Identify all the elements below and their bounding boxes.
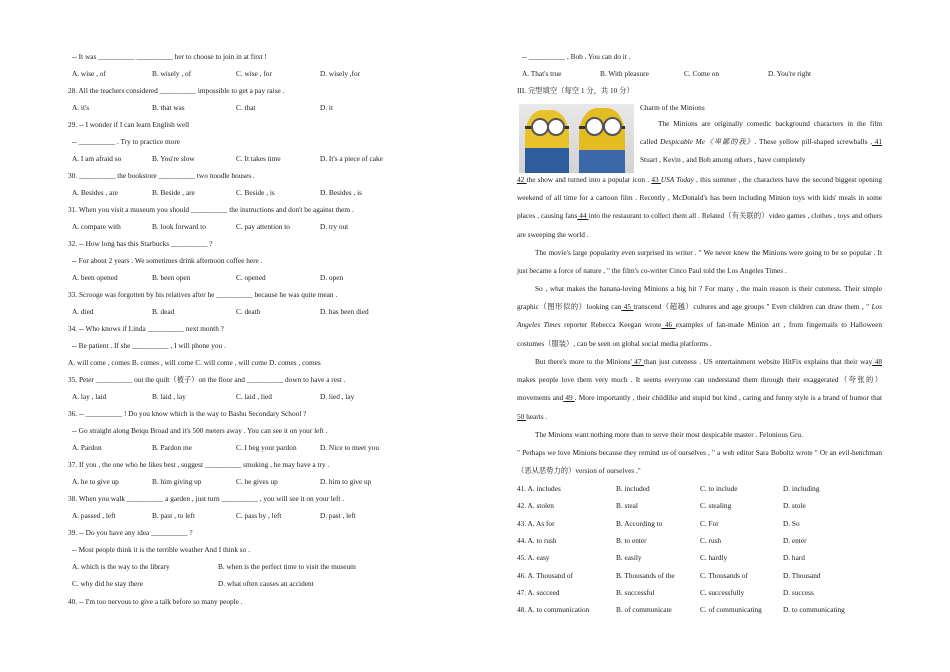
answer-option: A. it's [72, 103, 90, 112]
paragraph-1-top: The Minions are originally comedic background characters in the film called Despicable Me《卑鄙的我》. These yellow pill-shaped screwballs , 41 Stuart , Kevin , and Bob among others , have completely [640, 119, 883, 165]
question-line: 30. __________ the bookstore __________ two noodle houses . [68, 171, 255, 180]
question-line: -- Most people think it is the terrible weather And I think so . [72, 545, 250, 554]
cloze-answer-option: C. rush [700, 535, 722, 545]
question-line: 28. All the teachers considered __________ impossible to get a pay raise . [68, 86, 285, 95]
question-line: 40. -- I'm too nervous to give a talk before so many people . [68, 597, 243, 606]
answer-option: A. compare with [72, 222, 121, 231]
cloze-answer-option: D. including [783, 484, 820, 493]
cloze-answer-option: B. successful [616, 587, 655, 597]
paragraph-3: So , what makes the banana-loving Minions a big hit ? For many , the main reason is their cuteness. Their simple graphic（图形似的）looking can 45 transcend（超越）cultures and age groups " Even children can draw them , " Los Angeles Times reporter Rebecca Keegan wrote 46 examples of fan-made Minion art , from fingernails to Halloween costumes（服装）, can be seen on global social media platforms . [517, 284, 882, 348]
answer-option: D. Besides , is [320, 188, 362, 197]
answer-option: A. wise , of [72, 69, 106, 78]
cloze-answer-option: 48. A. to communication [517, 605, 590, 615]
cloze-answer-option: 45. A. easy [517, 553, 550, 563]
question-line: 33. Scrooge was forgotten by his relatives after he __________ because he was quite mean . [68, 290, 338, 299]
answer-option: A. died [72, 307, 94, 316]
reply-line: -- __________ , Bob . You can do it . [522, 52, 631, 61]
question-line: -- Go straight along Beiqu Broad and it's 500 meters away . You can see it on your left . [72, 426, 328, 435]
blank-48: 48 [872, 357, 882, 366]
answer-option: B. that was [152, 103, 185, 112]
blank-44: 44 [577, 211, 589, 221]
question-line: -- Be patient . If she __________ , I will phone you . [72, 341, 226, 350]
cloze-answer-option: B. steal [616, 501, 638, 511]
reply-option-d: D. You're right [768, 69, 812, 78]
answer-option: B. Beside , are [152, 188, 195, 197]
answer-option: B. been open [152, 273, 191, 282]
answer-option: A. been opened [72, 273, 118, 282]
cloze-answer-option: 44. A. to rush [517, 535, 557, 545]
cloze-answer-option: C. hardly [700, 553, 728, 563]
cloze-answer-option: C. Thousands of [700, 570, 748, 580]
cloze-answer-option: 43. A. As for [517, 518, 555, 528]
cloze-answer-option: B. to enter [616, 535, 647, 545]
cloze-answer-option: D. success [783, 587, 814, 597]
answer-option: B. Pardon me [152, 443, 192, 452]
question-line: 37. If you , the one who he likes best , suggest __________ smoking , he may have a try . [68, 460, 330, 469]
cloze-answer-option: 47. A. succeed [517, 587, 560, 597]
cloze-answer-option: D. to communicating [783, 605, 845, 615]
article-title: Charm of the Minions [640, 103, 705, 112]
blank-42: 42 [517, 175, 527, 184]
cloze-answer-option: D. So [783, 518, 800, 528]
paragraph-2: The movie's large popularity even surprised its writer . " We never knew the Minions were going to be so popular . It just became a force of nature , " the film's co-writer Cinco Paul told the Los Angeles Times . [517, 248, 882, 276]
section-title: III. 完型填空（每空 1 分，共 10 分） [517, 86, 634, 95]
answer-option: D. It's a piece of cake [320, 154, 383, 163]
question-line: 39. -- Do you have any idea __________ ? [68, 528, 193, 537]
cloze-answer-option: C. to include [700, 484, 738, 493]
question-line: -- __________ . Try to practice more [72, 137, 181, 146]
answer-option: C. Beside , is [236, 188, 275, 197]
cloze-answer-option: D. hard [783, 553, 805, 563]
reply-option-c: C. Come on [684, 69, 720, 78]
answer-option: A. I am afraid so [72, 154, 122, 163]
reply-option-a: A. That's true [522, 69, 562, 78]
question-line: 32. -- How long has this Starbucks __________ ? [68, 239, 213, 248]
answer-option: A. Pardon [72, 443, 102, 452]
question-line: 29. -- I wonder if I can learn English well [68, 120, 190, 129]
blank-47: 47 [631, 357, 644, 366]
answer-option: A. lay , laid [72, 392, 107, 401]
question-line: 36. -- __________ ! Do you know which is the way to Bashu Secondary School ? [68, 409, 307, 418]
answer-option: D. try out [320, 222, 349, 231]
answer-option: C. laid , lied [236, 392, 272, 401]
blank-50: 50 [517, 411, 527, 421]
cloze-answer-option: B. Thousands of the [616, 570, 675, 580]
answer-option: B. You're slow [152, 154, 195, 163]
answer-option: B. past , to left [152, 511, 195, 520]
cloze-answer-option: B. of communicate [616, 605, 672, 615]
answer-option: D. Nice to meet you [320, 443, 379, 452]
cloze-answer-option: C. stealing [700, 501, 732, 511]
blank-45: 45 [621, 302, 634, 312]
answer-option: B. wisely , of [152, 69, 192, 78]
cloze-answer-option: B. included [616, 484, 650, 493]
blank-43: 43 [651, 175, 661, 184]
paragraph-6: " Perhaps we love Minions because they remind us of ourselves , " a web editor Sara Boboltz wrote " Or an evil-henchman（恶从恶势力的）version of ourselves ." [517, 448, 882, 476]
cloze-answer-option: C. successfully [700, 587, 745, 597]
question-line: 31. When you visit a museum you should __________ the instructions and don't be against them . [68, 205, 354, 214]
answer-option: A. Besides , are [72, 188, 118, 197]
answer-option: A. which is the way to the library [72, 562, 170, 571]
answer-option: B. laid , lay [152, 392, 186, 401]
answer-option: D. lied , lay [320, 392, 355, 401]
answer-option: C. he gives up [236, 477, 278, 486]
cloze-answer-option: D. Thousand [783, 570, 821, 580]
paragraph-5: The Minions want nothing more than to serve their most despicable master . Felonious Gru. [535, 430, 803, 439]
question-line: -- It was __________ __________ her to choose to join in at first ! [72, 52, 267, 61]
answer-option: A. passed , left [72, 511, 116, 520]
answer-option: B. look forward to [152, 222, 206, 231]
cloze-answer-option: 42. A. stolen [517, 501, 554, 511]
cloze-answer-option: D. enter [783, 535, 807, 545]
reply-option-b: B. With pleasure [600, 69, 649, 78]
answer-option: C. that [236, 103, 256, 112]
answer-option: C. why did he stay there [72, 579, 143, 588]
question-line: 35. Peter __________ out the quilt（被子）on the floor and __________ down to have a rest . [68, 375, 346, 384]
cloze-answer-option: 46. A. Thousand of [517, 570, 574, 580]
blank-46: 46 [661, 320, 676, 330]
answer-option: C. wise , for [236, 69, 272, 78]
answer-option: B. dead [152, 307, 175, 316]
answer-option: C. death [236, 307, 261, 316]
cloze-answer-option: 41. A. includes [517, 484, 561, 493]
answer-option: B. when is the perfect time to visit the museum [218, 562, 356, 571]
answer-option: B. him giving up [152, 477, 202, 486]
question-line: 34. -- Who knows if Linda __________ next month ? [68, 324, 224, 333]
cloze-answer-option: C. of communicating [700, 605, 762, 615]
paragraph-1-bottom: 42 the show and turned into a popular icon . 43 USA Today , this summer , the characters have the second biggest opening weekend of all time for a cartoon film . Recently , McDonald's has been including Minion toys with kids' meals in some places , causing fans 44 into the restaurant to collect them all . Related（有关联的）video games , clothes , toys and others are sweeping the world . [517, 175, 883, 239]
answer-option: D. it [320, 103, 333, 112]
question-line: -- For about 2 years . We sometimes drink afternoon coffee here . [72, 256, 263, 265]
answer-option: D. him to give up [320, 477, 372, 486]
answer-option: D. what often causes an accident [218, 579, 314, 588]
answer-option: C. pay attention to [236, 222, 290, 231]
answer-option: D. has been died [320, 307, 369, 316]
answer-option: D. past , left [320, 511, 356, 520]
cloze-answer-option: B. According to [616, 518, 663, 528]
question-line: 38. When you walk __________ a garden , just turn __________ , you will see it on your left . [68, 494, 345, 503]
answer-option: A. he to give up [72, 477, 119, 486]
cloze-answer-option: C. For [700, 518, 719, 528]
paragraph-4: But there's more to the Minions' 47 than just cuteness . US entertainment website HitFix explains that their way 48 makes people love them very much . It seems everyone can understand them through their exaggerated（夸张的）movements and 49 . More importantly , their childlike and stupid but kind , caring and funny style is a brand of humor that 50 hearts . [517, 357, 882, 421]
answer-option: C. It takes time [236, 154, 281, 163]
cloze-answer-option: B. easily [616, 553, 642, 563]
question-line: A. will come , comes B. comes , will come C. will come , will come D. comes , comes [68, 358, 321, 367]
cloze-answer-option: D. stole [783, 501, 806, 511]
answer-option: D. wisely ,for [320, 69, 361, 78]
answer-option: C. pass by , left [236, 511, 282, 520]
answer-option: D. open [320, 273, 344, 282]
minions-photo [519, 104, 634, 173]
answer-option: C. opened [236, 273, 266, 282]
answer-option: C. I beg your pardon [236, 443, 297, 452]
blank-41: 41 [872, 137, 883, 147]
blank-49: 49 [563, 393, 575, 403]
